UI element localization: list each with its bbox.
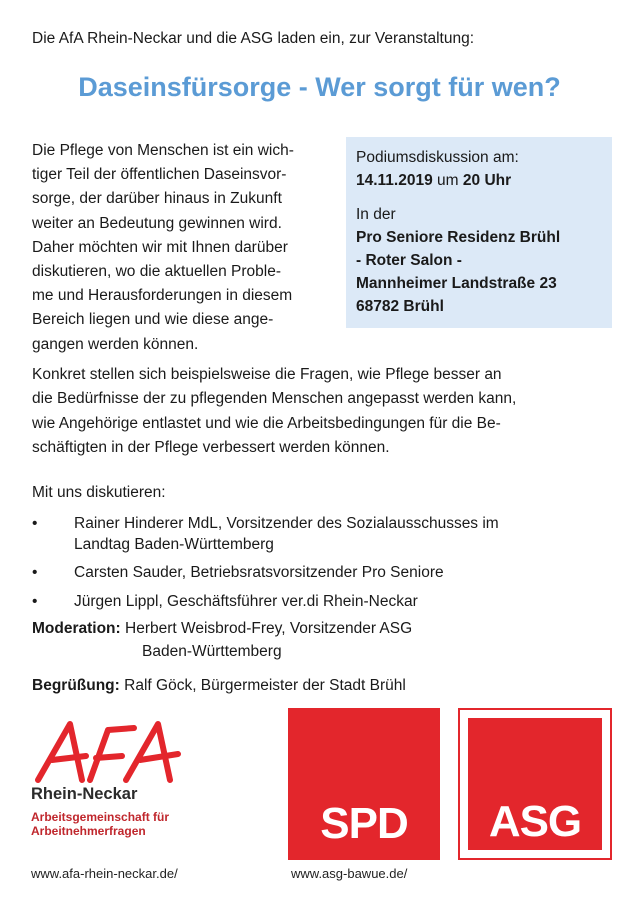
spd-logo — [288, 708, 440, 860]
spd-logo-text: SPD — [320, 799, 408, 848]
paragraph-line: Die Pflege von Menschen ist ein wich- — [32, 142, 294, 159]
paragraph-line: schäftigten in der Pflege verbessert werden können. — [32, 438, 390, 456]
intro-text: Die AfA Rhein-Neckar und die ASG laden ein, zur Veranstaltung: — [32, 30, 475, 47]
paragraph-line: diskutieren, wo die aktuellen Proble- — [32, 263, 281, 281]
paragraph-line: Daher möchten wir mit Ihnen darüber — [32, 238, 288, 256]
discussant-line: Carsten Sauder, Betriebsratsvorsitzender Pro Seniore — [74, 564, 444, 581]
paragraph-line: gangen werden können. — [32, 335, 199, 353]
afa-website-link[interactable]: www.afa-rhein-neckar.de/ — [31, 866, 178, 881]
venue-line: Mannheimer Landstraße 23 — [356, 275, 557, 292]
event-date: 14.11.2019 — [356, 172, 433, 189]
discussant-item — [32, 513, 612, 557]
asg-logo-text: ASG — [488, 797, 582, 846]
paragraph-line: sorge, der darüber hinaus in Zukunft — [32, 190, 282, 208]
paragraph-line: tiger Teil der öffentlichen Daseinsvor- — [32, 166, 287, 184]
asg-website-link[interactable]: www.asg-bawue.de/ — [291, 866, 408, 881]
bullet-icon: • — [32, 564, 38, 581]
paragraph-line: me und Herausforderungen in diesem — [32, 287, 293, 305]
moderation-colon: : — [115, 620, 121, 637]
event-type-label: Podiumsdiskussion am: — [356, 149, 519, 166]
afa-subtitle — [31, 810, 169, 838]
bullet-icon: • — [32, 593, 38, 610]
discussant-line: Rainer Hinderer MdL, Vorsitzender des Sozialausschusses im — [74, 515, 499, 532]
moderation-text: Herbert Weisbrod-Frey, Vorsitzender ASG — [125, 620, 413, 637]
moderation-row — [32, 620, 412, 638]
paragraph-line: wie Angehörige entlastet und wie die Arbeitsbedingungen für die Be- — [32, 414, 501, 432]
paragraph-line: Konkret stellen sich beispielsweise die Fragen, wie Pflege besser an — [32, 366, 502, 383]
bullet-icon: • — [32, 515, 38, 532]
venue-line: - Roter Salon - — [356, 252, 462, 269]
discussants-label: Mit uns diskutieren: — [32, 484, 166, 501]
event-datetime — [356, 169, 602, 192]
paragraph-line: Bereich liegen und wie diese ange- — [32, 311, 274, 329]
event-time: 20 Uhr — [462, 172, 512, 189]
venue-line: 68782 Brühl — [356, 298, 444, 315]
discussant-item — [32, 591, 612, 613]
greeting-row — [32, 677, 406, 695]
greeting-colon: : — [114, 677, 120, 694]
event-at: um — [437, 172, 459, 189]
moderation-continued: Baden-Württemberg — [142, 643, 282, 660]
moderation-label: Moderation — [32, 620, 116, 637]
paragraph-line: weiter an Bedeutung gewinnen wird. — [32, 214, 282, 232]
venue-line: Pro Seniore Residenz Brühl — [356, 229, 561, 246]
venue-label: In der — [356, 206, 396, 223]
event-title: Daseinsfürsorge - Wer sorgt für wen? — [78, 72, 561, 102]
afa-subtitle-line: Arbeitsgemeinschaft für — [31, 810, 170, 824]
afa-subtitle-line: Arbeitnehmerfragen — [31, 824, 146, 838]
greeting-label: Begrüßung — [32, 677, 115, 694]
intro-paragraph — [32, 139, 338, 357]
discussant-line: Jürgen Lippl, Geschäftsführer ver.di Rhein-Neckar — [74, 593, 418, 610]
asg-logo — [458, 708, 612, 860]
afa-region: Rhein-Neckar — [31, 785, 138, 803]
afa-wordmark-icon — [30, 716, 210, 791]
paragraph-line: die Bedürfnisse der zu pflegenden Menschen angepasst werden kann, — [32, 390, 517, 408]
discussant-item — [32, 562, 612, 584]
greeting-text: Ralf Göck, Bürgermeister der Stadt Brühl — [124, 677, 406, 694]
event-info-box — [346, 137, 612, 328]
discussant-line: Landtag Baden-Württemberg — [74, 536, 274, 553]
questions-paragraph — [32, 363, 516, 460]
asg-logo-field — [468, 718, 602, 850]
